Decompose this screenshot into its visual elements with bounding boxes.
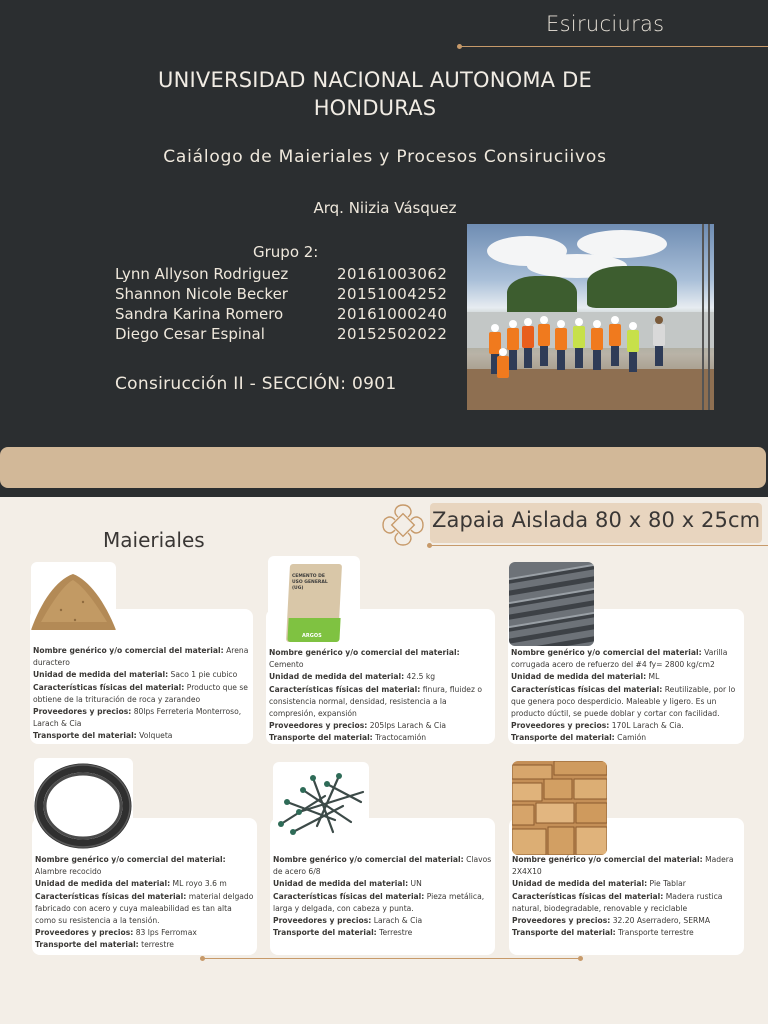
group-title: Grupo 2: bbox=[253, 243, 319, 261]
material-unit: 42.5 kg bbox=[404, 672, 436, 682]
sand-image bbox=[31, 562, 116, 634]
material-providers: 170L Larach & Cia. bbox=[609, 721, 684, 731]
university-name: UNIVERSIDAD NACIONAL AUTONOMA DE HONDURAS bbox=[158, 68, 592, 120]
decorative-band bbox=[0, 447, 766, 488]
brand-title: Esiruciuras bbox=[546, 12, 665, 36]
material-providers: 83 lps Ferromax bbox=[133, 928, 197, 938]
material-providers: 80lps Ferreteria Monterroso, Larach & Cia bbox=[33, 707, 242, 729]
material-card: Nombre genérico y/o comercial del material: Madera 2X4X10 Unidad de medida del material: Pie Tablar Características físicas del material: Madera rustica natural, biodegradable, renovable y reciclable Proveedores y precios: 32.20 Aserradero, SERMA Transporte del material: Transporte terrestre bbox=[509, 818, 744, 955]
member-row bbox=[115, 264, 475, 284]
member-id: 20152502022 bbox=[337, 325, 448, 343]
divider-dot bbox=[578, 956, 583, 961]
group-photo bbox=[467, 224, 714, 410]
member-id: 20151004252 bbox=[337, 285, 448, 303]
material-providers: 205lps Larach & Cia bbox=[367, 721, 446, 731]
material-traits: Madera rustica natural, biodegradable, renovable y reciclable bbox=[512, 891, 723, 913]
material-name: Cemento bbox=[269, 660, 304, 670]
material-name: Clavos de acero 6/8 bbox=[273, 855, 492, 877]
material-name: Varilla corrugada acero de refuerzo del #4 fy= 2800 kg/cm2 bbox=[511, 648, 728, 670]
member-row bbox=[115, 324, 475, 344]
member-name: Lynn Allyson Rodriguez bbox=[115, 265, 289, 283]
material-unit: ML royo 3.6 m bbox=[170, 879, 227, 889]
material-traits: Producto que se obtiene de la trituración de roca y zarandeo bbox=[33, 682, 248, 704]
cover-header bbox=[0, 0, 768, 497]
material-name: Arena duractero bbox=[33, 646, 249, 668]
title-divider bbox=[430, 545, 768, 546]
cement-bag-image bbox=[268, 556, 360, 646]
material-traits: Reutilizable, por lo que genera poco desperdicio. Maleable y ligero. Es un producto dúctil, se puede doblar y cortar con facilidad. bbox=[511, 684, 736, 719]
member-row bbox=[115, 284, 475, 304]
member-name: Diego Cesar Espinal bbox=[115, 325, 265, 343]
nails-image bbox=[273, 762, 369, 848]
architect-name: Arq. Niizia Vásquez bbox=[313, 199, 457, 217]
material-card: Nombre genérico y/o comercial del material: Varilla corrugada acero de refuerzo del #4 fy= 2800 kg/cm2 Unidad de medida del material: ML Características físicas del material: Reutilizable, por lo que genera poco desperdicio. Maleable y ligero. Es un producto dúctil, se puede doblar y cortar con facilidad. Proveedores y precios: 170L Larach & Cia. Transporte del material: Camión bbox=[508, 609, 744, 744]
footing-title: Zapaia Aislada 80 x 80 x 25cm bbox=[432, 508, 761, 532]
material-card: Nombre genérico y/o comercial del material: Arena duractero Unidad de medida del material: Saco 1 pie cubico Características físicas del material: Producto que se obtiene de la trituración de roca y zarandeo Proveedores y precios: 80lps Ferreteria Monterroso, Larach & Cia Transporte del material: Volqueta bbox=[30, 609, 253, 744]
material-providers: Larach & Cia bbox=[371, 916, 423, 926]
material-transport: Volqueta bbox=[136, 731, 173, 741]
material-name: Madera 2X4X10 bbox=[512, 855, 734, 877]
member-id: 20161003062 bbox=[337, 265, 448, 283]
material-transport: Camión bbox=[614, 733, 647, 743]
material-traits: Pieza metálica, larga y delgada, con cabeza y punta. bbox=[273, 891, 485, 913]
course-section: Consirucción II - SECCIÓN: 0901 bbox=[115, 374, 397, 394]
member-row bbox=[115, 304, 475, 324]
material-unit: Saco 1 pie cubico bbox=[168, 670, 238, 680]
material-unit: ML bbox=[646, 672, 660, 682]
material-traits: material delgado fabricado con acero y cuya maleabilidad es tan alta como su resistencia a la tensión. bbox=[35, 891, 254, 926]
material-unit: UN bbox=[408, 879, 422, 889]
material-transport: terrestre bbox=[138, 940, 174, 950]
material-transport: Terrestre bbox=[376, 928, 413, 938]
material-card: Nombre genérico y/o comercial del material: Cemento Unidad de medida del material: 42.5 kg Características físicas del material: finura, fluidez o consistencia normal, densidad, resistencia a la compresión, expansión Proveedores y precios: 205lps Larach & Cia Transporte del material: Tractocamión bbox=[266, 609, 495, 744]
cement-bag-label: CEMENTO DE USO GENERAL (UG) bbox=[292, 574, 328, 591]
member-name: Sandra Karina Romero bbox=[115, 305, 284, 323]
member-list bbox=[115, 264, 475, 344]
material-providers: 32.20 Aserradero, SERMA bbox=[610, 916, 711, 926]
catalog-title: Caiálogo de Maieriales y Procesos Consiruciivos bbox=[163, 147, 607, 167]
material-name: Alambre recocido bbox=[35, 867, 102, 877]
member-id: 20161000240 bbox=[337, 305, 448, 323]
brand-divider bbox=[460, 46, 768, 47]
knot-ornament-icon bbox=[378, 500, 428, 550]
footer-divider bbox=[203, 958, 581, 959]
material-transport: Transporte terrestre bbox=[615, 928, 694, 938]
material-card: Nombre genérico y/o comercial del material: Clavos de acero 6/8 Unidad de medida del material: UN Características físicas del material: Pieza metálica, larga y delgada, con cabeza y punta. Proveedores y precios: Larach & Cia Transporte del material: Terrestre bbox=[270, 818, 495, 955]
material-traits: finura, fluidez o consistencia normal, densidad, resistencia a la compresión, expansión bbox=[269, 684, 482, 719]
material-transport: Tractocamión bbox=[372, 733, 427, 743]
cement-brand: ARGOS bbox=[302, 633, 322, 639]
material-unit: Pie Tablar bbox=[647, 879, 686, 889]
lumber-image bbox=[512, 761, 607, 855]
materials-heading: Maieriales bbox=[103, 528, 205, 552]
member-name: Shannon Nicole Becker bbox=[115, 285, 288, 303]
rebar-image bbox=[509, 562, 594, 646]
material-card: Nombre genérico y/o comercial del material: Alambre recocido Unidad de medida del material: ML royo 3.6 m Características físicas del material: material delgado fabricado con acero y cuya maleabilidad es tan alta como su resistencia a la tensión. Proveedores y precios: 83 lps Ferromax Transporte del material: terrestre bbox=[32, 818, 257, 955]
wire-coil-image bbox=[34, 758, 133, 850]
